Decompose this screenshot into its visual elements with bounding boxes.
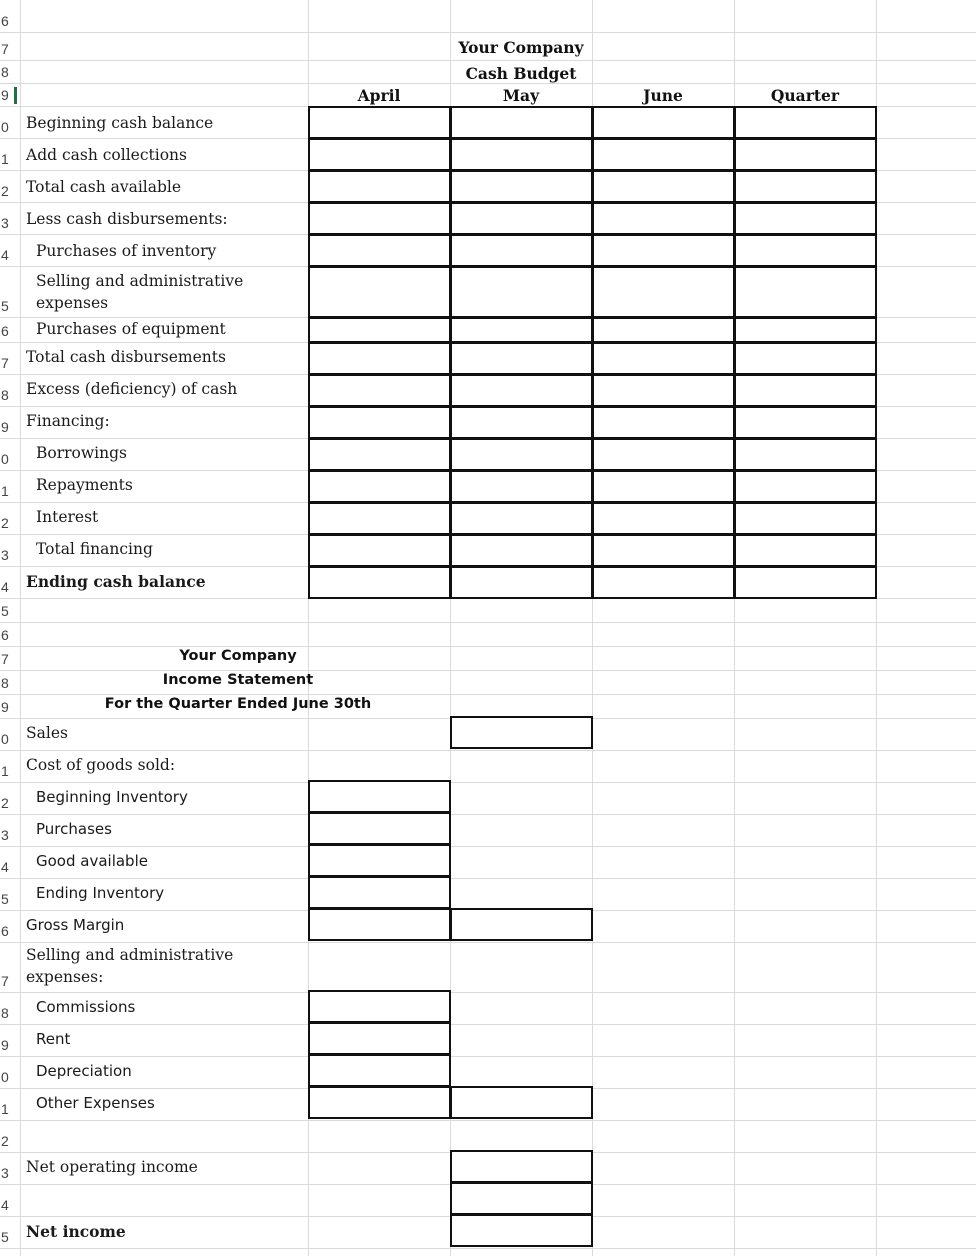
label-ending-inventory: Ending Inventory: [36, 884, 165, 902]
label-excess-deficiency-of-cash: Excess (deficiency) of cash: [26, 380, 238, 398]
label-selling-admin-expenses-line2: expenses:: [26, 968, 104, 986]
label-commissions: Commissions: [36, 998, 136, 1016]
cash-budget-cell-may[interactable]: [450, 534, 593, 567]
income-statement-title: Income Statement: [162, 672, 314, 688]
row-gridline: [0, 992, 976, 993]
row-number[interactable]: 3: [1, 547, 9, 563]
row-gridline: [0, 32, 976, 33]
input-gross-margin-cogs[interactable]: [308, 908, 451, 941]
row-number[interactable]: 0: [1, 1069, 9, 1085]
row-number[interactable]: 5: [1, 603, 9, 619]
cash-budget-cell-may[interactable]: [450, 266, 593, 318]
row-number[interactable]: 7: [1, 41, 9, 57]
row-gridline: [0, 694, 976, 695]
row-gridline: [0, 750, 976, 751]
label-purchases-of-equipment: Purchases of equipment: [36, 320, 226, 338]
label-add-cash-collections: Add cash collections: [26, 146, 187, 164]
row-number[interactable]: 4: [1, 247, 9, 263]
label-gross-margin: Gross Margin: [26, 916, 125, 934]
row-gridline: [0, 782, 976, 783]
cash-budget-cell-may[interactable]: [450, 470, 593, 503]
row-number[interactable]: 9: [1, 699, 9, 715]
row-number[interactable]: 4: [1, 579, 9, 595]
cash-budget-cell-june[interactable]: [592, 438, 735, 471]
cash-budget-cell-june[interactable]: [592, 106, 735, 139]
cash-budget-cell-june[interactable]: [592, 234, 735, 267]
cash-budget-cell-may[interactable]: [450, 202, 593, 235]
input-beginning-inventory[interactable]: [308, 780, 451, 813]
row-number[interactable]: 3: [1, 215, 9, 231]
label-selling-admin-expenses-line1: Selling and administrative: [26, 946, 234, 964]
cash-budget-cell-quarter[interactable]: [734, 374, 877, 407]
cash-budget-cell-quarter[interactable]: [734, 317, 877, 343]
cash-budget-cell-may[interactable]: [450, 406, 593, 439]
label-good-available: Good available: [36, 852, 148, 870]
row-number[interactable]: 9: [1, 419, 9, 435]
row-number[interactable]: 5: [1, 1229, 9, 1245]
input-rent[interactable]: [308, 1022, 451, 1055]
input-net-income[interactable]: [450, 1214, 593, 1247]
row-number[interactable]: 6: [1, 323, 9, 339]
row-number[interactable]: 6: [1, 923, 9, 939]
input-total-sa-expenses[interactable]: [450, 1086, 593, 1119]
cash-budget-cell-may[interactable]: [450, 342, 593, 375]
row-number[interactable]: 5: [1, 298, 9, 314]
row-number[interactable]: 9: [1, 87, 9, 103]
row-number[interactable]: 6: [1, 627, 9, 643]
row-gridline: [0, 83, 976, 84]
label-sales: Sales: [26, 724, 68, 742]
cash-budget-cell-june[interactable]: [592, 342, 735, 375]
label-total-financing: Total financing: [36, 540, 153, 558]
cash-budget-cell-june[interactable]: [592, 170, 735, 203]
income-statement-company-title: Your Company: [179, 648, 297, 664]
cash-budget-cell-quarter[interactable]: [734, 470, 877, 503]
row-gridline: [0, 60, 976, 61]
row-number[interactable]: 2: [1, 1133, 9, 1149]
cash-budget-cell-april[interactable]: [308, 138, 451, 171]
cash-budget-cell-april[interactable]: [308, 202, 451, 235]
label-total-cash-available: Total cash available: [26, 178, 182, 196]
row-number[interactable]: 0: [1, 451, 9, 467]
cash-budget-cell-june[interactable]: [592, 202, 735, 235]
cash-budget-cell-may[interactable]: [450, 374, 593, 407]
label-other-expenses: Other Expenses: [36, 1094, 155, 1112]
cash-budget-cell-april[interactable]: [308, 342, 451, 375]
input-net-operating-income[interactable]: [450, 1150, 593, 1183]
label-less-cash-disbursements: Less cash disbursements:: [26, 210, 228, 228]
cash-budget-cell-june[interactable]: [592, 470, 735, 503]
cash-budget-cell-june[interactable]: [592, 566, 735, 599]
column-header-june: June: [643, 86, 683, 105]
cash-budget-cell-april[interactable]: [308, 234, 451, 267]
row-number[interactable]: 7: [1, 973, 9, 989]
label-total-cash-disbursements: Total cash disbursements: [26, 348, 226, 366]
cash-budget-cell-may[interactable]: [450, 234, 593, 267]
cash-budget-cell-april[interactable]: [308, 502, 451, 535]
label-beginning-cash-balance: Beginning cash balance: [26, 114, 214, 132]
row-gridline: [0, 1056, 976, 1057]
cash-budget-title: Cash Budget: [465, 64, 577, 83]
row-gridline: [0, 670, 976, 671]
cash-budget-cell-april[interactable]: [308, 374, 451, 407]
row-number[interactable]: 9: [1, 1037, 9, 1053]
cash-budget-cell-june[interactable]: [592, 266, 735, 318]
label-cost-of-goods-sold: Cost of goods sold:: [26, 756, 176, 774]
row-number[interactable]: 5: [1, 891, 9, 907]
cash-budget-cell-may[interactable]: [450, 438, 593, 471]
row-number[interactable]: 2: [1, 795, 9, 811]
input-sales[interactable]: [450, 716, 593, 749]
row-number[interactable]: 1: [1, 1101, 9, 1117]
cash-budget-cell-quarter[interactable]: [734, 266, 877, 318]
input-ending-inventory[interactable]: [308, 876, 451, 909]
label-rent: Rent: [36, 1030, 71, 1048]
cash-budget-company-title: Your Company: [458, 38, 584, 57]
input-other-expenses[interactable]: [308, 1086, 451, 1119]
cash-budget-cell-june[interactable]: [592, 534, 735, 567]
cash-budget-cell-quarter[interactable]: [734, 138, 877, 171]
cash-budget-cell-may[interactable]: [450, 317, 593, 343]
input-depreciation[interactable]: [308, 1054, 451, 1087]
row-number[interactable]: 6: [1, 13, 9, 29]
label-purchases-of-inventory: Purchases of inventory: [36, 242, 217, 260]
cash-budget-cell-april[interactable]: [308, 170, 451, 203]
cash-budget-cell-may[interactable]: [450, 566, 593, 599]
row-number[interactable]: 8: [1, 675, 9, 691]
cash-budget-cell-quarter[interactable]: [734, 534, 877, 567]
cash-budget-cell-quarter[interactable]: [734, 106, 877, 139]
row-number[interactable]: 8: [1, 1005, 9, 1021]
row-gridline: [0, 1024, 976, 1025]
row-number[interactable]: 7: [1, 651, 9, 667]
label-financing: Financing:: [26, 412, 110, 430]
cash-budget-cell-may[interactable]: [450, 106, 593, 139]
row-number[interactable]: 2: [1, 183, 9, 199]
cash-budget-cell-quarter[interactable]: [734, 566, 877, 599]
label-borrowings: Borrowings: [36, 444, 127, 462]
label-purchases: Purchases: [36, 820, 112, 838]
row-gridline: [0, 1120, 976, 1121]
row-number[interactable]: 4: [1, 859, 9, 875]
row-number[interactable]: 8: [1, 64, 9, 80]
row-gridline: [0, 1248, 976, 1249]
cash-budget-cell-april[interactable]: [308, 317, 451, 343]
cash-budget-cell-quarter[interactable]: [734, 170, 877, 203]
cash-budget-cell-june[interactable]: [592, 502, 735, 535]
cash-budget-cell-quarter[interactable]: [734, 406, 877, 439]
cash-budget-cell-may[interactable]: [450, 138, 593, 171]
row-gridline: [0, 942, 976, 943]
cash-budget-cell-april[interactable]: [308, 438, 451, 471]
column-header-quarter: Quarter: [770, 86, 840, 105]
cash-budget-cell-april[interactable]: [308, 534, 451, 567]
label-beginning-inventory: Beginning Inventory: [36, 788, 188, 806]
cash-budget-cell-quarter[interactable]: [734, 202, 877, 235]
row-number[interactable]: 0: [1, 731, 9, 747]
label-net-income: Net income: [26, 1222, 126, 1241]
label-depreciation: Depreciation: [36, 1062, 132, 1080]
input-gross-margin[interactable]: [450, 908, 593, 941]
label-ending-cash-balance: Ending cash balance: [26, 572, 206, 591]
input-purchases[interactable]: [308, 812, 451, 845]
cash-budget-cell-quarter[interactable]: [734, 342, 877, 375]
input-commissions[interactable]: [308, 990, 451, 1023]
row-number[interactable]: 8: [1, 387, 9, 403]
cash-budget-cell-june[interactable]: [592, 374, 735, 407]
row-number[interactable]: 4: [1, 1197, 9, 1213]
column-header-april: April: [357, 86, 401, 105]
row-number[interactable]: 0: [1, 119, 9, 135]
row-number[interactable]: 3: [1, 827, 9, 843]
cash-budget-cell-may[interactable]: [450, 170, 593, 203]
cash-budget-cell-april[interactable]: [308, 470, 451, 503]
row-gridline: [0, 622, 976, 623]
cash-budget-cell-april[interactable]: [308, 266, 451, 318]
cash-budget-cell-quarter[interactable]: [734, 234, 877, 267]
row-number[interactable]: 7: [1, 355, 9, 371]
label-interest: Interest: [36, 508, 99, 526]
column-gridline: [20, 0, 21, 1256]
label-repayments: Repayments: [36, 476, 133, 494]
row-gridline: [0, 846, 976, 847]
row-number[interactable]: 1: [1, 483, 9, 499]
row-number[interactable]: 3: [1, 1165, 9, 1181]
row-number[interactable]: 1: [1, 151, 9, 167]
cash-budget-cell-may[interactable]: [450, 502, 593, 535]
cash-budget-cell-quarter[interactable]: [734, 502, 877, 535]
column-header-may: May: [502, 86, 540, 105]
row-number[interactable]: 2: [1, 515, 9, 531]
row-gridline: [0, 814, 976, 815]
cash-budget-cell-june[interactable]: [592, 317, 735, 343]
cash-budget-cell-june[interactable]: [592, 138, 735, 171]
label-selling-admin-line1: Selling and administrative: [36, 272, 244, 290]
input-good-available[interactable]: [308, 844, 451, 877]
label-net-operating-income: Net operating income: [26, 1158, 198, 1176]
cash-budget-cell-april[interactable]: [308, 566, 451, 599]
income-statement-period: For the Quarter Ended June 30th: [104, 696, 372, 712]
label-selling-admin-line2: expenses: [36, 294, 109, 312]
cash-budget-cell-april[interactable]: [308, 406, 451, 439]
row-gridline: [0, 878, 976, 879]
input-interest-expense[interactable]: [450, 1182, 593, 1215]
row-number[interactable]: 1: [1, 763, 9, 779]
cash-budget-cell-june[interactable]: [592, 406, 735, 439]
cash-budget-cell-april[interactable]: [308, 106, 451, 139]
row-gridline: [0, 646, 976, 647]
cash-budget-cell-quarter[interactable]: [734, 438, 877, 471]
